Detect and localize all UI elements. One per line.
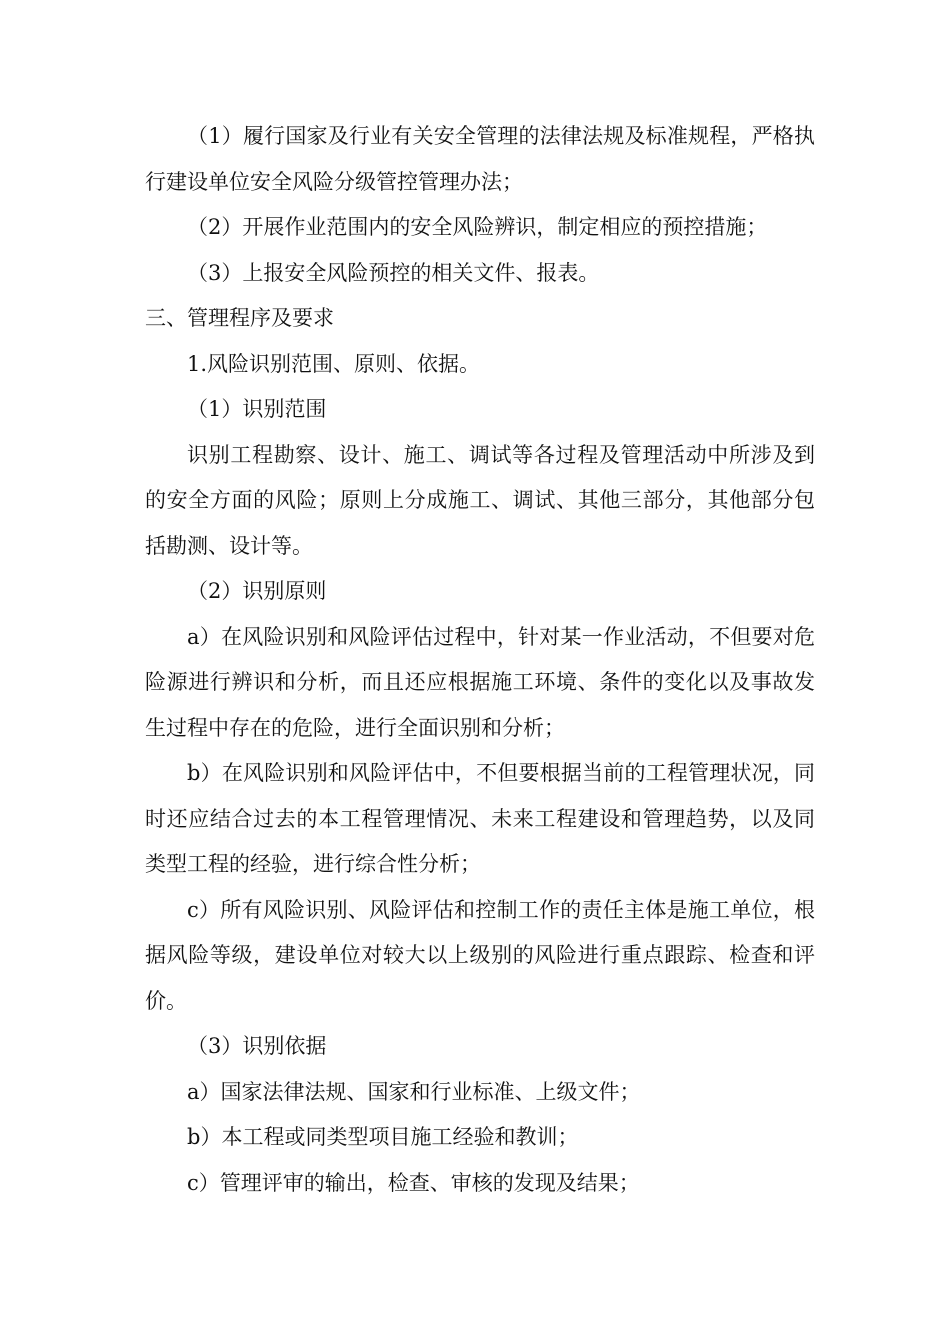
item-heading-scope: （1）识别范围 <box>187 397 327 421</box>
paragraph-duty-3: （3）上报安全风险预控的相关文件、报表。 <box>187 260 600 285</box>
item-heading-principle: （2）识别原则 <box>187 579 327 603</box>
subsection-heading: 1.风险识别范围、原则、依据。 <box>187 351 481 376</box>
paragraph-basis-a: a）国家法律法规、国家和行业标准、上级文件； <box>187 1079 641 1104</box>
paragraph-duty-2: （2）开展作业范围内的安全风险辨识，制定相应的预控措施； <box>187 215 768 239</box>
document-body <box>145 114 815 1206</box>
paragraph-duty-1: （1）履行国家及行业有关安全管理的法律法规及标准规程，严格执行建设单位安全风险分级管控管理办法； <box>145 124 815 194</box>
paragraph-scope: 识别工程勘察、设计、施工、调试等各过程及管理活动中所涉及到的安全方面的风险；原则上分成施工、调试、其他三部分，其他部分包括勘测、设计等。 <box>145 442 815 558</box>
paragraph-principle-a: a）在风险识别和风险评估过程中，针对某一作业活动，不但要对危险源进行辨识和分析，而且还应根据施工环境、条件的变化以及事故发生过程中存在的危险，进行全面识别和分析； <box>145 624 815 740</box>
section-heading: 三、管理程序及要求 <box>145 306 334 330</box>
paragraph-principle-c: c）所有风险识别、风险评估和控制工作的责任主体是施工单位，根据风险等级，建设单位对较大以上级别的风险进行重点跟踪、检查和评价。 <box>145 897 815 1013</box>
item-heading-basis: （3）识别依据 <box>187 1034 327 1058</box>
paragraph-basis-b: b）本工程或同类型项目施工经验和教训； <box>187 1125 579 1149</box>
paragraph-basis-c: c）管理评审的输出，检查、审核的发现及结果； <box>187 1170 640 1195</box>
paragraph-principle-b: b）在风险识别和风险评估中，不但要根据当前的工程管理状况，同时还应结合过去的本工程管理情况、未来工程建设和管理趋势，以及同类型工程的经验，进行综合性分析； <box>145 761 815 876</box>
